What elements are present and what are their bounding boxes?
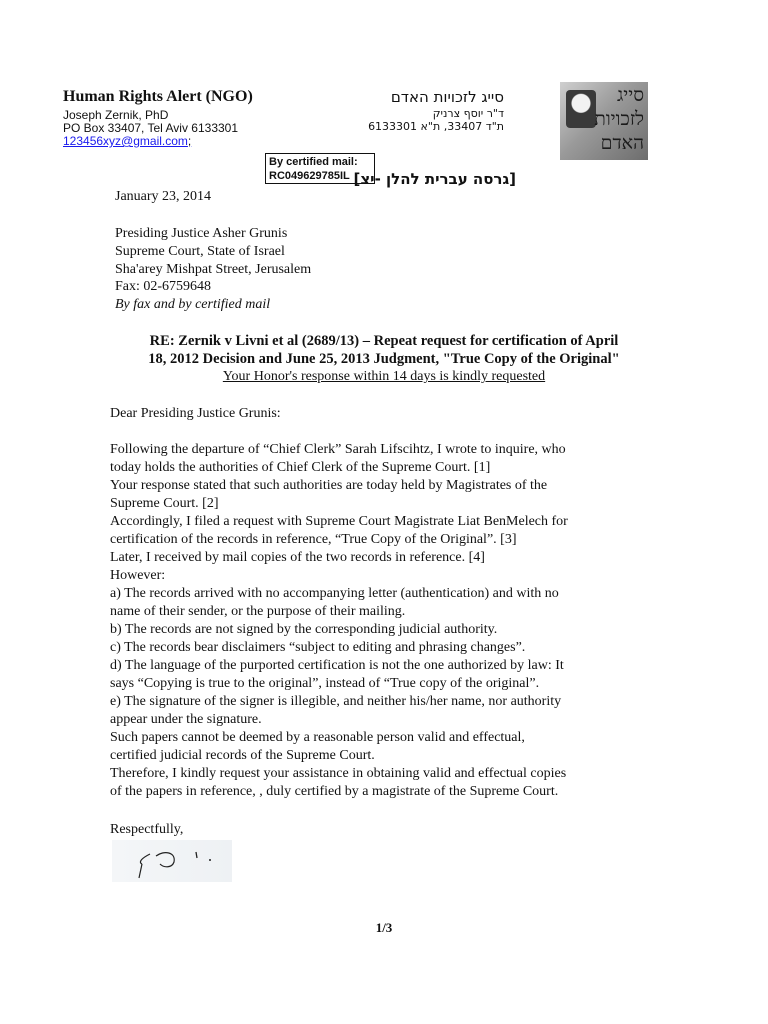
body-line: Such papers cannot be deemed by a reasonable person valid and effectual, — [110, 730, 525, 745]
page-number: 1/3 — [375, 920, 393, 935]
body-line: today holds the authorities of Chief Clerk of the Supreme Court. [1] — [110, 460, 491, 475]
logo-text-2: לזכויות — [594, 108, 644, 130]
body-line: e) The signature of the signer is illegible, and neither his/her name, nor authority — [110, 694, 562, 709]
body-line: appear under the signature. — [110, 712, 262, 727]
body-line: certification of the records in reference, “True Copy of the Original”. [3] — [110, 532, 517, 547]
re-line-1: RE: Zernik v Livni et al (2689/13) – Repeat request for certification of April — [149, 333, 619, 349]
sender-email[interactable] — [63, 134, 191, 148]
org-name: Human Rights Alert (NGO) — [63, 88, 253, 105]
re-line-2: 18, 2012 Decision and June 25, 2013 Judgment, "True Copy of the Original" — [148, 351, 620, 367]
delivery-method: By fax and by certified mail — [115, 297, 271, 312]
body-line: d) The language of the purported certification is not the one authorized by law: It — [110, 658, 564, 673]
sender-name: Joseph Zernik, PhD — [63, 108, 169, 122]
logo-photo — [566, 90, 596, 128]
body-line: Supreme Court. [2] — [110, 496, 219, 511]
body-line: says “Copying is true to the original”, instead of “True copy of the original”. — [110, 676, 540, 691]
letter-date: January 23, 2014 — [115, 189, 212, 204]
body-line: name of their sender, or the purpose of their mailing. — [110, 604, 406, 619]
heb-org-name: סייג לזכויות האדם — [390, 88, 504, 106]
body-line: Later, I received by mail copies of the two records in reference. [4] — [110, 550, 485, 565]
body-line: Your response stated that such authorities are today held by Magistrates of the — [110, 478, 548, 493]
heb-sender-name: ד"ר יוסף צרניק — [432, 107, 504, 120]
hebrew-version-note: [גרסה עברית להלן -יצ] — [353, 170, 516, 188]
email-suffix: ; — [187, 134, 192, 148]
body-line: Following the departure of “Chief Clerk” Sarah Lifscihtz, I wrote to inquire, who — [110, 442, 566, 457]
body-line: b) The records are not signed by the corresponding judicial authority. — [110, 622, 498, 637]
recipient-line-2: Supreme Court, State of Israel — [115, 244, 285, 259]
closing: Respectfully, — [110, 822, 184, 837]
recipient-line-4: Fax: 02-6759648 — [115, 279, 212, 294]
recipient-line-3: Sha'arey Mishpat Street, Jerusalem — [115, 262, 312, 277]
salutation: Dear Presiding Justice Grunis: — [110, 406, 281, 421]
certified-mail-label: By certified mail: — [269, 156, 358, 168]
body-line: However: — [110, 568, 166, 583]
logo-text-1: סייג — [616, 84, 644, 106]
heb-sender-address: ת"ד 33407, ת"א 6133301 — [368, 120, 504, 133]
body-line: c) The records bear disclaimers “subject to editing and phrasing changes”. — [110, 640, 526, 655]
email-link[interactable]: 123456xyz@gmail.com — [63, 134, 188, 148]
body-line: Accordingly, I filed a request with Supreme Court Magistrate Liat BenMelech for — [110, 514, 568, 529]
org-logo — [560, 82, 648, 160]
sender-address: PO Box 33407, Tel Aviv 6133301 — [63, 121, 239, 135]
logo-text-3: האדם — [600, 132, 644, 154]
body-line: a) The records arrived with no accompanying letter (authentication) and with no — [110, 586, 559, 601]
signature-drawing — [112, 840, 232, 882]
body-line: certified judicial records of the Supreme Court. — [110, 748, 375, 763]
body-line: Therefore, I kindly request your assistance in obtaining valid and effectual copies — [110, 766, 567, 781]
body-line: of the papers in reference, , duly certified by a magistrate of the Supreme Court. — [110, 784, 559, 799]
re-request: Your Honor's response within 14 days is kindly requested — [222, 369, 546, 384]
certified-mail-number: RC049629785IL — [269, 170, 350, 182]
signature-image — [112, 840, 232, 882]
recipient-line-1: Presiding Justice Asher Grunis — [115, 226, 288, 241]
